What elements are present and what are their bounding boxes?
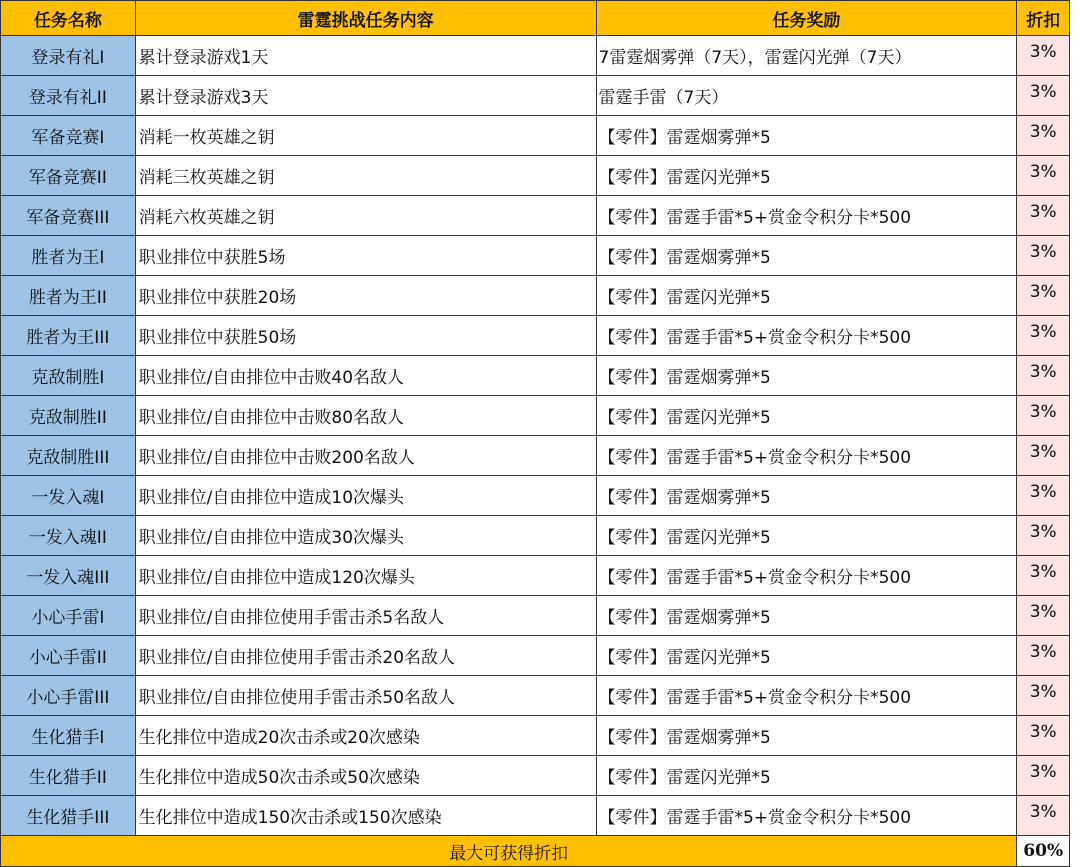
task-name-cell: 军备竞赛II — [1, 156, 136, 196]
header-task-content: 雷霆挑战任务内容 — [135, 1, 596, 36]
task-reward-cell: 【零件】雷霆手雷*5+赏金令积分卡*500 — [596, 796, 1017, 836]
task-content-cell: 职业排位/自由排位中击败80名敌人 — [135, 396, 596, 436]
table-row — [1, 396, 1070, 436]
task-content-cell: 职业排位中获胜50场 — [135, 316, 596, 356]
table-row — [1, 716, 1070, 756]
task-discount-cell: 3% — [1017, 556, 1070, 596]
task-content-cell: 累计登录游戏1天 — [135, 36, 596, 76]
task-discount-cell: 3% — [1017, 76, 1070, 116]
max-discount-value: 60% — [1017, 836, 1070, 867]
task-reward-cell: 7雷霆烟雾弹（7天），雷霆闪光弹（7天） — [596, 36, 1017, 76]
task-name-cell: 胜者为王II — [1, 276, 136, 316]
task-content-cell: 消耗一枚英雄之钥 — [135, 116, 596, 156]
task-discount-cell: 3% — [1017, 436, 1070, 476]
table-row — [1, 596, 1070, 636]
task-name-cell: 登录有礼II — [1, 76, 136, 116]
task-discount-cell: 3% — [1017, 276, 1070, 316]
table-row — [1, 156, 1070, 196]
task-reward-cell: 【零件】雷霆手雷*5+赏金令积分卡*500 — [596, 676, 1017, 716]
task-name-cell: 一发入魂I — [1, 476, 136, 516]
table-row — [1, 236, 1070, 276]
task-content-cell: 职业排位/自由排位使用手雷击杀5名敌人 — [135, 596, 596, 636]
table-row — [1, 636, 1070, 676]
task-discount-cell: 3% — [1017, 236, 1070, 276]
task-discount-cell: 3% — [1017, 796, 1070, 836]
task-discount-cell: 3% — [1017, 596, 1070, 636]
task-name-cell: 一发入魂III — [1, 556, 136, 596]
task-name-cell: 胜者为王III — [1, 316, 136, 356]
task-content-cell: 职业排位/自由排位中造成120次爆头 — [135, 556, 596, 596]
task-content-cell: 职业排位/自由排位使用手雷击杀50名敌人 — [135, 676, 596, 716]
task-reward-cell: 【零件】雷霆手雷*5+赏金令积分卡*500 — [596, 436, 1017, 476]
task-content-cell: 职业排位中获胜20场 — [135, 276, 596, 316]
task-reward-cell: 【零件】雷霆烟雾弹*5 — [596, 596, 1017, 636]
task-reward-cell: 【零件】雷霆闪光弹*5 — [596, 276, 1017, 316]
header-row — [1, 1, 1070, 36]
task-name-cell: 生化猎手III — [1, 796, 136, 836]
task-discount-cell: 3% — [1017, 36, 1070, 76]
table-row — [1, 36, 1070, 76]
task-discount-cell: 3% — [1017, 156, 1070, 196]
task-reward-cell: 【零件】雷霆烟雾弹*5 — [596, 356, 1017, 396]
task-content-cell: 消耗三枚英雄之钥 — [135, 156, 596, 196]
task-name-cell: 生化猎手I — [1, 716, 136, 756]
task-name-cell: 克敌制胜I — [1, 356, 136, 396]
task-reward-cell: 【零件】雷霆烟雾弹*5 — [596, 116, 1017, 156]
task-discount-cell: 3% — [1017, 716, 1070, 756]
task-content-cell: 生化排位中造成20次击杀或20次感染 — [135, 716, 596, 756]
table-row — [1, 676, 1070, 716]
task-reward-cell: 雷霆手雷（7天） — [596, 76, 1017, 116]
table-row — [1, 516, 1070, 556]
task-content-cell: 职业排位中获胜5场 — [135, 236, 596, 276]
task-discount-cell: 3% — [1017, 676, 1070, 716]
task-content-cell: 累计登录游戏3天 — [135, 76, 596, 116]
table-row — [1, 796, 1070, 836]
table-row — [1, 276, 1070, 316]
table-row — [1, 756, 1070, 796]
task-reward-cell: 【零件】雷霆手雷*5+赏金令积分卡*500 — [596, 316, 1017, 356]
task-reward-cell: 【零件】雷霆烟雾弹*5 — [596, 716, 1017, 756]
task-discount-cell: 3% — [1017, 756, 1070, 796]
header-task-reward: 任务奖励 — [596, 1, 1017, 36]
max-discount-label: 最大可获得折扣 — [1, 836, 1017, 867]
task-reward-cell: 【零件】雷霆手雷*5+赏金令积分卡*500 — [596, 556, 1017, 596]
task-content-cell: 生化排位中造成150次击杀或150次感染 — [135, 796, 596, 836]
task-discount-cell: 3% — [1017, 356, 1070, 396]
task-content-cell: 消耗六枚英雄之钥 — [135, 196, 596, 236]
task-content-cell: 职业排位/自由排位使用手雷击杀20名敌人 — [135, 636, 596, 676]
table-row — [1, 316, 1070, 356]
task-content-cell: 职业排位/自由排位中击败200名敌人 — [135, 436, 596, 476]
task-reward-cell: 【零件】雷霆烟雾弹*5 — [596, 476, 1017, 516]
task-name-cell: 一发入魂II — [1, 516, 136, 556]
footer-row — [1, 836, 1070, 867]
task-reward-cell: 【零件】雷霆烟雾弹*5 — [596, 236, 1017, 276]
table-row — [1, 556, 1070, 596]
task-content-cell: 职业排位/自由排位中击败40名敌人 — [135, 356, 596, 396]
task-rows — [1, 36, 1070, 836]
task-discount-cell: 3% — [1017, 396, 1070, 436]
task-name-cell: 登录有礼I — [1, 36, 136, 76]
task-reward-cell: 【零件】雷霆闪光弹*5 — [596, 636, 1017, 676]
task-discount-cell: 3% — [1017, 636, 1070, 676]
task-name-cell: 小心手雷I — [1, 596, 136, 636]
task-name-cell: 小心手雷III — [1, 676, 136, 716]
header-task-name: 任务名称 — [1, 1, 136, 36]
task-name-cell: 生化猎手II — [1, 756, 136, 796]
task-discount-cell: 3% — [1017, 476, 1070, 516]
task-name-cell: 小心手雷II — [1, 636, 136, 676]
task-discount-cell: 3% — [1017, 516, 1070, 556]
task-reward-cell: 【零件】雷霆闪光弹*5 — [596, 156, 1017, 196]
task-reward-cell: 【零件】雷霆手雷*5+赏金令积分卡*500 — [596, 196, 1017, 236]
table-row — [1, 116, 1070, 156]
task-name-cell: 胜者为王I — [1, 236, 136, 276]
table-row — [1, 356, 1070, 396]
task-discount-cell: 3% — [1017, 316, 1070, 356]
task-reward-cell: 【零件】雷霆闪光弹*5 — [596, 516, 1017, 556]
header-discount: 折扣 — [1017, 1, 1070, 36]
task-content-cell: 职业排位/自由排位中造成30次爆头 — [135, 516, 596, 556]
task-name-cell: 克敌制胜III — [1, 436, 136, 476]
table-row — [1, 196, 1070, 236]
task-reward-cell: 【零件】雷霆闪光弹*5 — [596, 756, 1017, 796]
task-name-cell: 克敌制胜II — [1, 396, 136, 436]
table-row — [1, 436, 1070, 476]
table-row — [1, 76, 1070, 116]
task-content-cell: 生化排位中造成50次击杀或50次感染 — [135, 756, 596, 796]
table-row — [1, 476, 1070, 516]
task-name-cell: 军备竞赛III — [1, 196, 136, 236]
task-content-cell: 职业排位/自由排位中造成10次爆头 — [135, 476, 596, 516]
task-discount-cell: 3% — [1017, 196, 1070, 236]
task-name-cell: 军备竞赛I — [1, 116, 136, 156]
task-reward-cell: 【零件】雷霆闪光弹*5 — [596, 396, 1017, 436]
task-discount-cell: 3% — [1017, 116, 1070, 156]
